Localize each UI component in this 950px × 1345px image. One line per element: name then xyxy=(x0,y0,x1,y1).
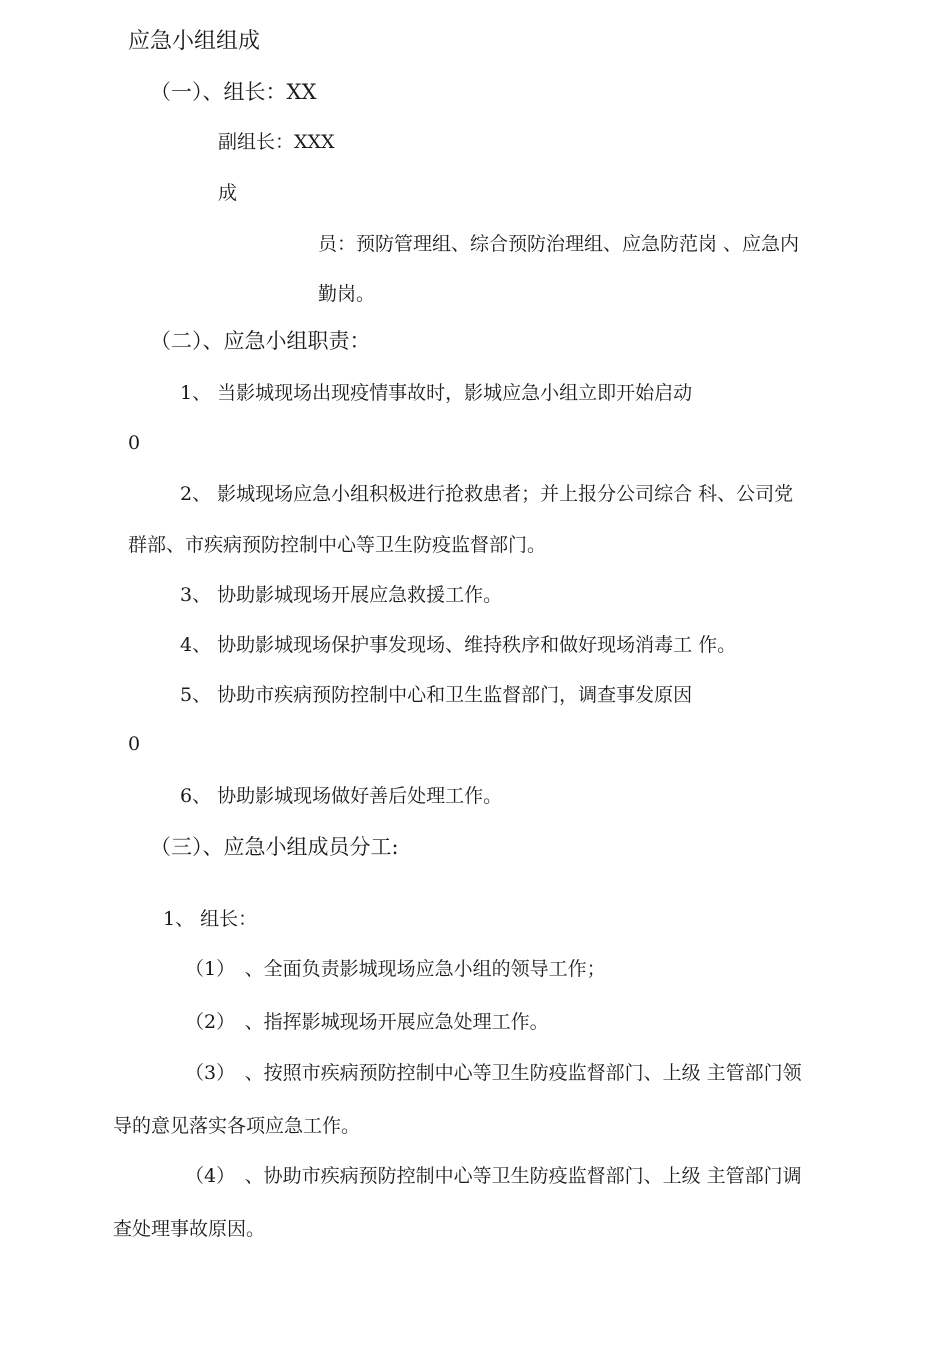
section2-item1: 1、 当影城现场出现疫情事故时，影城应急小组立即开始启动 xyxy=(180,382,693,404)
section2-item1-cont: 0 xyxy=(128,432,141,454)
section3-heading: （三）、应急小组成员分工: xyxy=(150,835,399,859)
section1-deputy: 副组长：XXX xyxy=(218,131,335,153)
section3-sub1: 1、 组长： xyxy=(163,908,258,930)
section2-item3: 3、 协助影城现场开展应急救援工作。 xyxy=(180,584,503,606)
section3-p4-line2: 查处理事故原因。 xyxy=(113,1218,266,1240)
section2-item2-line1: 2、 影城现场应急小组积极进行抢救患者；并上报分公司综合 科、公司党 xyxy=(180,483,794,505)
section2-item4: 4、 协助影城现场保护事发现场、维持秩序和做好现场消毒工 作。 xyxy=(180,634,737,656)
section1-leader: （一）、组长：XX xyxy=(150,80,317,104)
section3-p3-line1: （3） 、按照市疾病预防控制中心等卫生防疫监督部门、上级 主管部门领 xyxy=(185,1062,802,1084)
section2-item5-cont: 0 xyxy=(128,733,141,755)
section2-item5: 5、 协助市疾病预防控制中心和卫生监督部门，调查事发原因 xyxy=(180,684,693,706)
section2-item2-line2: 群部、市疾病预防控制中心等卫生防疫监督部门。 xyxy=(128,534,547,556)
section3-p2: （2） 、指挥影城现场开展应急处理工作。 xyxy=(185,1011,549,1033)
page-title: 应急小组组成 xyxy=(128,29,261,54)
section1-member-line1: 员：预防管理组、综合预防治理组、应急防范岗 、应急内 xyxy=(318,233,800,255)
section2-item6: 6、 协助影城现场做好善后处理工作。 xyxy=(180,785,503,807)
section3-p1: （1） 、全面负责影城现场应急小组的领导工作； xyxy=(185,958,606,980)
section3-p4-line1: （4） 、协助市疾病预防控制中心等卫生防疫监督部门、上级 主管部门调 xyxy=(185,1165,802,1187)
section1-member-line2: 勤岗。 xyxy=(318,283,376,305)
section1-member-label: 成 xyxy=(218,182,238,204)
section3-p3-line2: 导的意见落实各项应急工作。 xyxy=(113,1115,361,1137)
section2-heading: （二）、应急小组职责： xyxy=(150,329,371,353)
